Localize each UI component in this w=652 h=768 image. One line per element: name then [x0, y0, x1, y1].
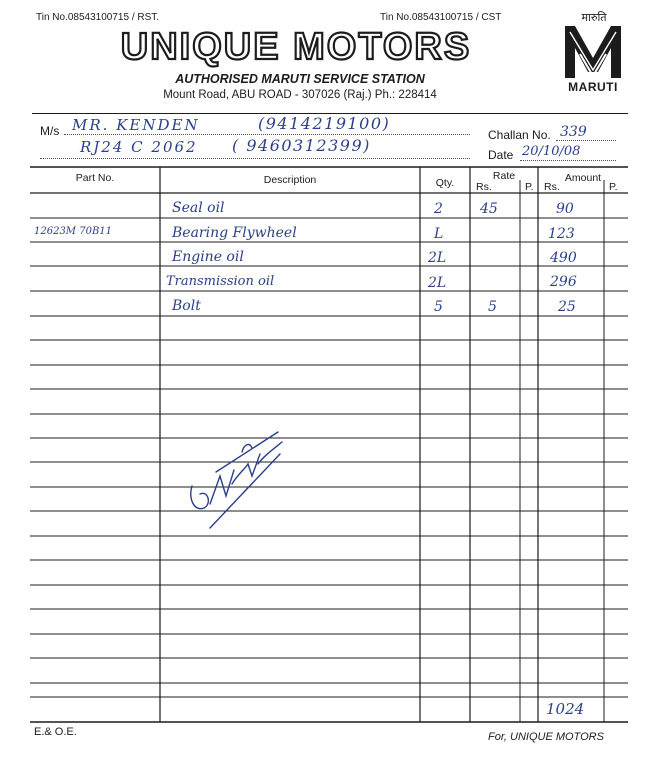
item-2-qty: L — [434, 226, 444, 242]
item-1-qty: 2 — [434, 201, 443, 217]
item-5-description: Bolt — [172, 298, 201, 314]
col-rate-p: P. — [525, 181, 534, 193]
date-label: Date — [488, 148, 514, 162]
item-4-description: Transmission oil — [166, 274, 275, 289]
col-amount-p: P. — [609, 181, 618, 193]
eoe-note: E.& O.E. — [34, 726, 77, 738]
item-3-amount: 490 — [550, 250, 577, 266]
brand-name: MARUTI — [568, 80, 618, 94]
item-1-rate: 45 — [480, 201, 498, 217]
ms-label: M/s — [40, 124, 60, 138]
col-rate: Rate — [492, 170, 516, 182]
date-value: 20/10/08 — [522, 144, 581, 159]
total-amount: 1024 — [546, 700, 585, 718]
svg-text:UNIQUE MOTORS: UNIQUE MOTORS — [120, 26, 472, 68]
item-4-amount: 296 — [550, 274, 577, 290]
customer-phone-2: ( 9460312399) — [232, 136, 371, 155]
item-5-rate: 5 — [488, 299, 497, 315]
customer-phone-1: (9414219100) — [258, 114, 391, 133]
item-1-amount: 90 — [556, 201, 574, 217]
address: Mount Road, ABU ROAD - 307026 (Raj.) Ph.: 228414 — [163, 89, 437, 101]
item-5-qty: 5 — [434, 299, 443, 315]
handwritten-signature — [186, 424, 290, 532]
brand-hindi: मारुति — [581, 12, 607, 24]
for-company: For, UNIQUE MOTORS — [488, 731, 604, 743]
item-4-qty: 2L — [428, 275, 447, 291]
tin-cst: Tin No.08543100715 / CST — [380, 12, 502, 23]
challan-label: Challan No. — [488, 128, 551, 142]
col-amount: Amount — [564, 172, 602, 184]
col-amount-rs: Rs. — [544, 181, 560, 193]
col-qty: Qty. — [435, 177, 455, 189]
item-3-description: Engine oil — [172, 249, 244, 265]
item-1-description: Seal oil — [172, 200, 225, 216]
challan-value: 339 — [560, 124, 587, 140]
item-5-amount: 25 — [558, 299, 576, 315]
item-2-part-no: 12623M 70B11 — [34, 226, 113, 237]
item-3-qty: 2L — [428, 250, 447, 266]
vehicle-number: RJ24 C 2062 — [80, 138, 198, 156]
tin-rst: Tin No.08543100715 / RST. — [36, 12, 160, 23]
item-2-description: Bearing Flywheel — [172, 225, 297, 241]
col-part-no: Part No. — [75, 172, 115, 184]
subtitle: AUTHORISED MARUTI SERVICE STATION — [175, 72, 425, 86]
item-2-amount: 123 — [548, 226, 575, 242]
col-description: Description — [263, 174, 317, 186]
col-rate-rs: Rs. — [476, 181, 492, 193]
customer-name: MR. KENDEN — [72, 116, 200, 134]
